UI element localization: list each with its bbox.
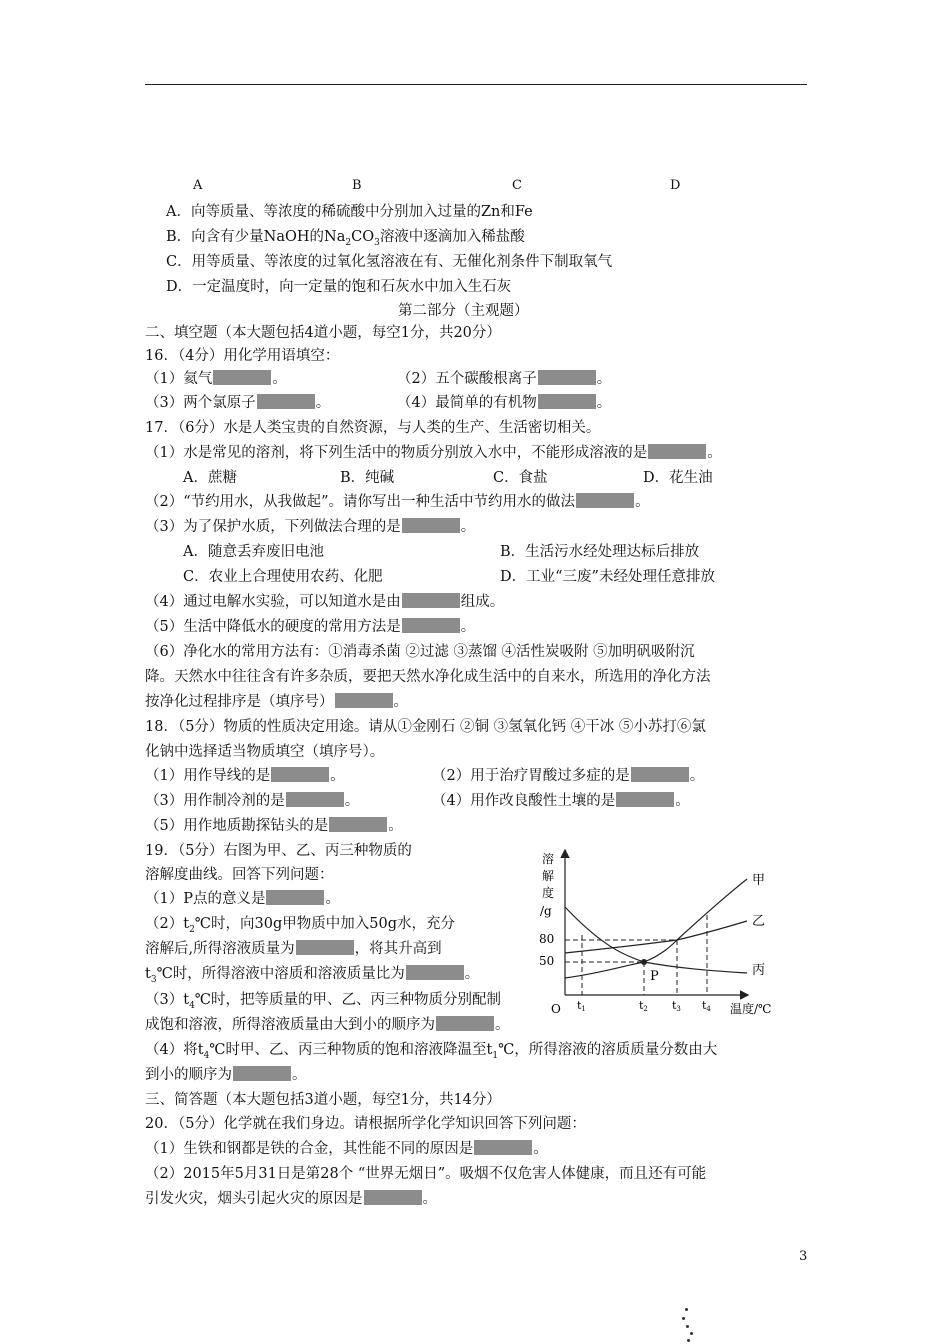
q17-opt-b: B．纯碱 [340, 470, 395, 486]
q18-sub2: （2）用于治疗胃酸过多症的是 。 [432, 768, 705, 784]
point-p [641, 959, 647, 965]
q19-sub3-line2: 成饱和溶液，所得溶液质量由大到小的顺序为 。 [145, 1017, 510, 1033]
answer-blank[interactable] [648, 444, 706, 459]
origin-label: O [551, 1002, 561, 1016]
answer-blank[interactable] [266, 890, 324, 905]
series-label-bing: 丙 [752, 963, 766, 978]
x-tick-t3: t3 [672, 999, 681, 1013]
answer-blank[interactable] [631, 767, 689, 782]
q16-sub3: （3）两个氯原子 。 [145, 395, 331, 411]
q18-sub1: （1）用作导线的是 。 [145, 768, 345, 784]
answer-blank[interactable] [436, 1016, 494, 1031]
q17-sub3-a: A．随意丢弃废旧电池 [183, 544, 324, 560]
answer-blank[interactable] [213, 370, 271, 385]
answer-blank[interactable] [402, 618, 460, 633]
option-c: C．用等质量、等浓度的过氧化氢溶液在有、无催化剂条件下制取氧气 [166, 254, 613, 270]
q18-line1: 18．（5分）物质的性质决定用途。请从①金刚石 ②铜 ③氢氧化钙 ④干冰 ⑤小苏打⑥氯 [145, 719, 706, 735]
dot [686, 1325, 689, 1328]
answer-blank[interactable] [271, 767, 329, 782]
q18-sub3: （3）用作制冷剂的是 。 [145, 793, 360, 809]
answer-blank[interactable] [616, 792, 674, 807]
q19-sub2-line2: 溶解后,所得溶液质量为 ，将其升高到 [145, 941, 442, 957]
q19-line1: 19．（5分）右图为甲、乙、丙三种物质的 [145, 843, 412, 859]
x-axis-label: 温度/℃ [730, 1002, 772, 1016]
q19-sub2-line1: $(2)t_2℃$时，向30g甲物质中加入50g水，充分 [145, 916, 455, 935]
y-label-char: 度 [542, 886, 555, 900]
q18-sub5: （5）用作地质勘探钻头的是 。 [145, 818, 403, 834]
dot [682, 1317, 685, 1320]
series-yi [565, 921, 747, 953]
answer-blank[interactable] [474, 1140, 532, 1155]
dot [687, 1339, 690, 1342]
answer-blank[interactable] [402, 593, 460, 608]
x-tick-t2: t2 [639, 999, 648, 1013]
answer-blank[interactable] [406, 965, 464, 980]
answer-blank[interactable] [538, 394, 596, 409]
answer-blank[interactable] [364, 1190, 422, 1205]
dot [690, 1332, 693, 1335]
q19-sub4-line1: （4）将$t_4℃$时甲、乙、丙三种物质的饱和溶液降温至$t_1℃$，所得溶液的溶质质量分数由大 [145, 1042, 718, 1061]
series-label-jia: 甲 [752, 873, 766, 888]
y-tick-80: 80 [539, 932, 555, 946]
q17-sub6-line3: 按净化过程排序是（填序号） 。 [145, 694, 408, 710]
choice-label-a: A [193, 178, 203, 193]
answer-blank[interactable] [538, 370, 596, 385]
series-label-yi: 乙 [752, 914, 766, 929]
answer-blank[interactable] [257, 394, 315, 409]
y-label-char: /g [540, 904, 552, 918]
q16-sub1: （1）氦气 。 [145, 371, 287, 387]
q17-stem: 17．（6分）水是人类宝贵的自然资源，与人类的生产、生活密切相关。 [145, 420, 601, 436]
answer-blank[interactable] [402, 518, 460, 533]
top-rule [145, 84, 807, 85]
q19-sub1: （1）P点的意义是 。 [145, 891, 340, 907]
q20-stem: 20．（5分）化学就在我们身边。请根据所学化学知识回答下列问题： [145, 1116, 586, 1132]
q17-sub1: （1）水是常见的溶剂，将下列生活中的物质分别放入水中，不能形成溶液的是 。 [145, 445, 722, 461]
point-p-label: P [650, 969, 659, 984]
section3-heading: 三、简答题（本大题包括3道小题，每空1分，共14分） [145, 1092, 501, 1108]
q17-opt-d: D．花生油 [643, 470, 713, 486]
choice-label-c: C [512, 178, 522, 193]
answer-blank[interactable] [286, 792, 344, 807]
q16-sub4: （4）最简单的有机物 。 [397, 395, 612, 411]
q17-sub5: （5）生活中降低水的硬度的常用方法是 。 [145, 619, 476, 635]
choice-label-d: D [670, 178, 681, 193]
option-d: D．一定温度时，向一定量的饱和石灰水中加入生石灰 [166, 279, 512, 295]
x-tick-t4: t4 [702, 999, 711, 1013]
answer-blank[interactable] [335, 693, 393, 708]
q16-stem: 16．（4分）用化学用语填空： [145, 348, 340, 364]
q19-sub3-line1: $(3)t_4℃$时，把等质量的甲、乙、丙三种物质分别配制 [145, 992, 502, 1011]
q20-sub2-line2: 引发火灾，烟头引起火灾的原因是 。 [145, 1191, 437, 1207]
q18-sub4: （4）用作改良酸性土壤的是 。 [432, 793, 690, 809]
solubility-chart [532, 845, 792, 1020]
answer-blank[interactable] [233, 1066, 291, 1081]
part2-title: 第二部分（主观题） [398, 303, 529, 319]
q16-sub2: （2）五个碳酸根离子 。 [397, 371, 612, 387]
x-tick-t1: t1 [577, 999, 586, 1013]
q17-sub6-line2: 降。天然水中往往含有许多杂质，要把天然水净化成生活中的自来水，所选用的净化方法 [145, 669, 711, 685]
q17-sub4: （4）通过电解水实验，可以知道水是由 组成。 [145, 594, 505, 610]
q17-sub3-b: B．生活污水经处理达标后排放 [500, 544, 700, 560]
answer-blank[interactable] [329, 817, 387, 832]
answer-blank[interactable] [296, 940, 354, 955]
choice-label-b: B [352, 178, 362, 193]
y-label-char: 溶 [542, 852, 555, 866]
q17-sub2: （2）“节约用水，从我做起”。请你写出一种生活中节约用水的做法 。 [145, 494, 650, 510]
dot [685, 1308, 688, 1311]
q17-opt-c: C．食盐 [493, 470, 548, 486]
q20-sub2-line1: （2）2015年5月31日是第28个 “世界无烟日”。吸烟不仅危害人体健康，而且还有可能 [145, 1166, 707, 1182]
q17-opt-a: A．蔗糖 [183, 470, 237, 486]
q19-sub2-line3: $t_3℃$时，所得溶液中溶质和溶液质量比为 。 [145, 966, 480, 985]
q20-sub1: （1）生铁和钢都是铁的合金，其性能不同的原因是 。 [145, 1141, 548, 1157]
option-a: A．向等质量、等浓度的稀硫酸中分别加入过量的Zn和Fe [166, 204, 533, 220]
q19-sub4-line2: 到小的顺序为 。 [145, 1067, 307, 1083]
option-b: B．向含有少量NaOH的$Na_2CO_3$溶液中逐滴加入稀盐酸 [166, 229, 525, 248]
y-label-char: 解 [542, 869, 555, 883]
answer-blank[interactable] [576, 493, 634, 508]
q17-sub3-d: D．工业“三废”未经处理任意排放 [500, 569, 715, 585]
y-tick-50: 50 [539, 954, 555, 968]
section2-heading: 二、填空题（本大题包括4道小题，每空1分，共20分） [145, 325, 501, 341]
q17-sub6-line1: （6）净化水的常用方法有：①消毒杀菌 ②过滤 ③蒸馏 ④活性炭吸附 ⑤加明矾吸附沉 [145, 644, 695, 660]
q18-line2: 化钠中选择适当物质填空（填序号）。 [145, 744, 385, 760]
q19-line2: 溶解度曲线。回答下列问题： [145, 867, 334, 883]
page-number: 3 [799, 1249, 808, 1264]
q17-sub3-c: C．农业上合理使用农药、化肥 [183, 569, 383, 585]
q17-sub3: （3）为了保护水质，下列做法合理的是 。 [145, 519, 476, 535]
